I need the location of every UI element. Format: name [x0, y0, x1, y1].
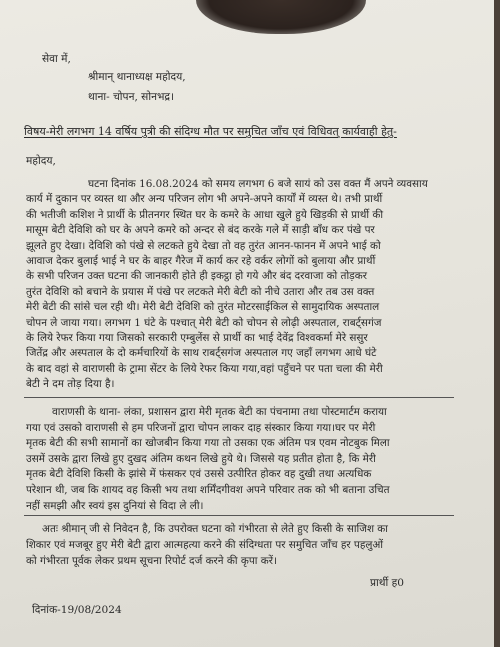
greeting: महोदय, — [26, 155, 56, 167]
text-line: कार्य में दुकान पर व्यस्त था और अन्य परिजन लोग भी अपने-अपने कार्यों में व्यस्त थे। तभी प्रार्थी — [26, 193, 383, 206]
page-edge — [494, 0, 500, 647]
text-line: चोपन ले जाया गया। लगभग 1 घंटे के पश्चात् मेरी बेटी को चोपन से लोढ़ी अस्पताल, राबर्ट्सगंज — [26, 316, 382, 329]
text-line: की भतीजी कशिश ने प्रार्थी के प्रीतनगर स्थित घर के कमरे के आधा खुले हुये खिड़की से प्रार्थी की — [26, 208, 384, 221]
salutation-to: सेवा में, — [42, 53, 71, 65]
text-line: घटना दिनांक 16.08.2024 को समय लगभग 6 बजे सायं को उस वक्त मैं अपने व्यवसाय — [88, 178, 428, 190]
text-line: बेटी ने दम तोड़ दिया है। — [26, 378, 115, 391]
text-line: परेशान थी, जब कि शायद वह किसी भय तथा शर्मिंदगीवश अपने परिवार तक को भी बताना उचित — [26, 484, 390, 496]
text-line: मेरी बेटी की सांसे चल रही थी। मेरी बेटी देविशि को तुरंत मोटरसाईकिल से सामुदायिक अस्पताल — [26, 301, 380, 314]
text-line: मृतक बेटी देविशि किसी के झांसे में फंसकर एवं उससे उत्पीरित होकर वह दुखी तथा अत्यधिक — [26, 468, 372, 481]
text-line: आवाज देकर बुलाई भाई ने घर के बाहर गैरेज में कार्य कर रहे वर्कर लोगों को बुलाया और प्रार्थी — [26, 255, 376, 267]
text-line: के सभी परिजन उक्त घटना की जानकारी होते ही इकट्ठा हो गये और बंद दरवाजा को तोड़कर — [26, 270, 367, 283]
divider-line — [24, 515, 454, 516]
recipient: श्रीमान् थानाध्यक्ष महोदय, — [88, 71, 186, 83]
text-line: जितेंद्र और अस्पताल के दो कर्मचारियों के साथ राबर्ट्सगंज अस्पताल गए जहाँ लगभग आधे घंटे — [26, 347, 377, 360]
text-line: वाराणसी के थाना- लंका, प्रशासन द्वारा मेरी मृतक बेटी का पंचनामा तथा पोस्टमार्टम कराया — [52, 406, 387, 418]
text-line: गया एवं उसको वाराणसी से हम परिजनों द्वारा चोपन लाकर दाह संस्कार किया गया।घर पर मेरी — [26, 421, 376, 434]
thumb-shadow — [196, 0, 366, 34]
text-line: नहीं समझी और स्वयं इस दुनियां से विदा ले ली। — [26, 499, 204, 512]
text-line: अतः श्रीमान् जी से निवेदन है, कि उपरोक्त घटना को गंभीरता से लेते हुए किसी के साजिश का — [42, 523, 388, 535]
text-line: मृतक बेटी की सभी सामानों का खोजबीन किया गया तो उसका एक अंतिम पत्र एवम नोटबुक मिला — [26, 437, 390, 450]
text-line: उसमें उसके द्वारा लिखे हुए दुखद अंतिम कथन लिखे हुये थे। जिससे यह प्रतीत होता है, कि मेरी — [26, 452, 376, 465]
text-line: के बाद वहां से वाराणसी के ट्रामा सेंटर के लिये रेफर किया गया,वहां पहुँचने पर पता चला की मेरी — [26, 362, 383, 375]
date-line: दिनांक-19/08/2024 — [32, 604, 122, 616]
text-line: को गंभीरता पूर्वक लेकर प्रथम सूचना रिपोर्ट दर्ज करने की कृपा करें। — [26, 555, 277, 567]
signature: प्रार्थी ह0 — [370, 577, 405, 589]
police-station: थाना- चोपन, सोनभद्र। — [88, 91, 175, 103]
subject-line: विषय-मेरी लगभग 14 वर्षिय पुत्री की संदिग्ध मौत पर समुचित जाँच एवं विधिवत् कार्यवाही हेतु- — [24, 125, 397, 138]
text-line: शिकार एवं मजबूर हुए मेरी बेटी द्वारा आत्महत्या करने की संदिग्धता पर समुचित जाँच हर पहलुओं — [26, 539, 384, 551]
text-line: झूलते हुए देखा। देविशि को पंखे से लटकते हुये देखा तो वह तुरंत आनन-फानन में अपने भाई को — [26, 239, 381, 252]
divider-line — [24, 397, 454, 398]
text-line: मासूम बेटी देविशि को घर के अपने कमरे को अन्दर से बंद करके गले में साड़ी बाँध कर पंखे पर — [26, 224, 375, 237]
text-line: के लिये रेफर किया गया जिसको सरकारी एम्बुलेंस से प्रार्थी का भाई देवेंद्र विश्वकर्मा मेरे ससुर — [26, 332, 368, 344]
text-line: तुरंत देविशि को बचाने के प्रयास में पंखे पर लटकते मेरी बेटी को नीचे उतारा और तब उस वक्त — [26, 285, 375, 298]
